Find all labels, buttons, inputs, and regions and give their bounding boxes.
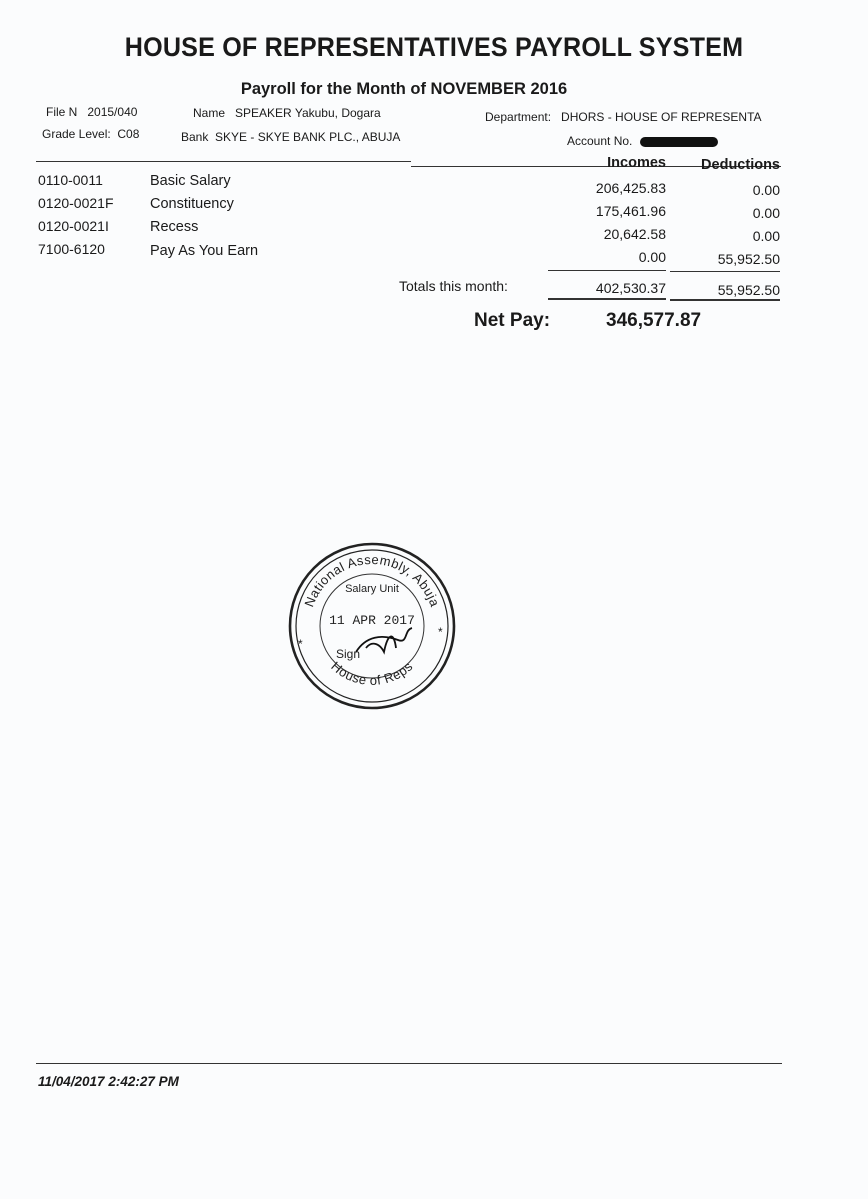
item-code: 0120-0021I (38, 218, 109, 234)
incomes-header: Incomes (607, 155, 666, 171)
deductions-total-underline (670, 299, 780, 301)
department-value: DHORS - HOUSE OF REPRESENTA (561, 110, 762, 124)
page-title: HOUSE OF REPRESENTATIVES PAYROLL SYSTEM (124, 32, 744, 62)
account-row (567, 134, 718, 148)
item-income: 175,461.96 (595, 203, 666, 219)
total-income: 402,530.37 (595, 280, 666, 296)
stamp-star-right: * (438, 625, 443, 639)
grade-level-label: Grade Level: (42, 127, 111, 141)
file-number-label: File N (46, 105, 78, 119)
svg-text:House of Reps (328, 658, 415, 688)
item-income: 20,642.58 (603, 226, 666, 242)
grade-level-row (42, 127, 139, 141)
official-stamp (286, 540, 458, 712)
bank-label: Bank (181, 130, 209, 144)
item-deduction: 55,952.50 (717, 251, 780, 267)
totals-label: Totals this month: (399, 278, 508, 294)
item-description: Constituency (150, 196, 234, 212)
deductions-sum-line (670, 271, 780, 272)
redacted-account-number (640, 137, 718, 147)
stamp-unit: Salary Unit (345, 583, 399, 595)
item-code: 0120-0021F (38, 195, 114, 211)
item-deduction: 0.00 (752, 205, 780, 221)
item-deduction: 0.00 (752, 182, 780, 198)
item-description: Pay As You Earn (150, 243, 259, 259)
employee-name-row (193, 106, 381, 120)
item-income: 0.00 (638, 249, 666, 265)
stamp-date: 11 APR 2017 (329, 613, 415, 628)
stamp-signature (356, 628, 412, 652)
incomes-total-underline (548, 298, 666, 300)
net-pay-value: 346,577.87 (606, 310, 702, 331)
header-divider-left (36, 161, 411, 162)
stamp-bottom-text: House of Reps (328, 658, 416, 688)
item-income: 206,425.83 (595, 180, 666, 196)
grade-level-value: C08 (117, 127, 140, 141)
file-number-value: 2015/040 (87, 105, 138, 119)
bank-value: SKYE - SKYE BANK PLC., ABUJA (215, 130, 401, 144)
stamp-top-text: National Assembly, Abuja (301, 551, 443, 609)
department-label: Department: (485, 110, 552, 124)
employee-name-value: SPEAKER Yakubu, Dogara (235, 106, 381, 120)
department-row (485, 110, 762, 124)
account-label: Account No. (567, 134, 633, 148)
item-description: Basic Salary (150, 173, 231, 189)
item-deduction: 0.00 (752, 228, 780, 244)
net-pay-label: Net Pay: (474, 310, 551, 331)
employee-name-label: Name (193, 106, 226, 120)
incomes-sum-line (548, 270, 666, 271)
file-number-row (46, 105, 137, 119)
item-code: 7100-6120 (38, 241, 105, 257)
print-timestamp: 11/04/2017 2:42:27 PM (38, 1074, 179, 1089)
bank-row (181, 130, 400, 144)
total-deduction: 55,952.50 (717, 282, 780, 298)
stamp-sign-label: Sign (336, 647, 361, 661)
deductions-header: Deductions (701, 157, 780, 173)
payroll-period: Payroll for the Month of NOVEMBER 2016 (240, 80, 568, 98)
item-code: 0110-0011 (38, 172, 103, 188)
stamp-star-left: * (298, 637, 303, 651)
item-description: Recess (150, 219, 199, 235)
footer-divider (36, 1063, 782, 1064)
